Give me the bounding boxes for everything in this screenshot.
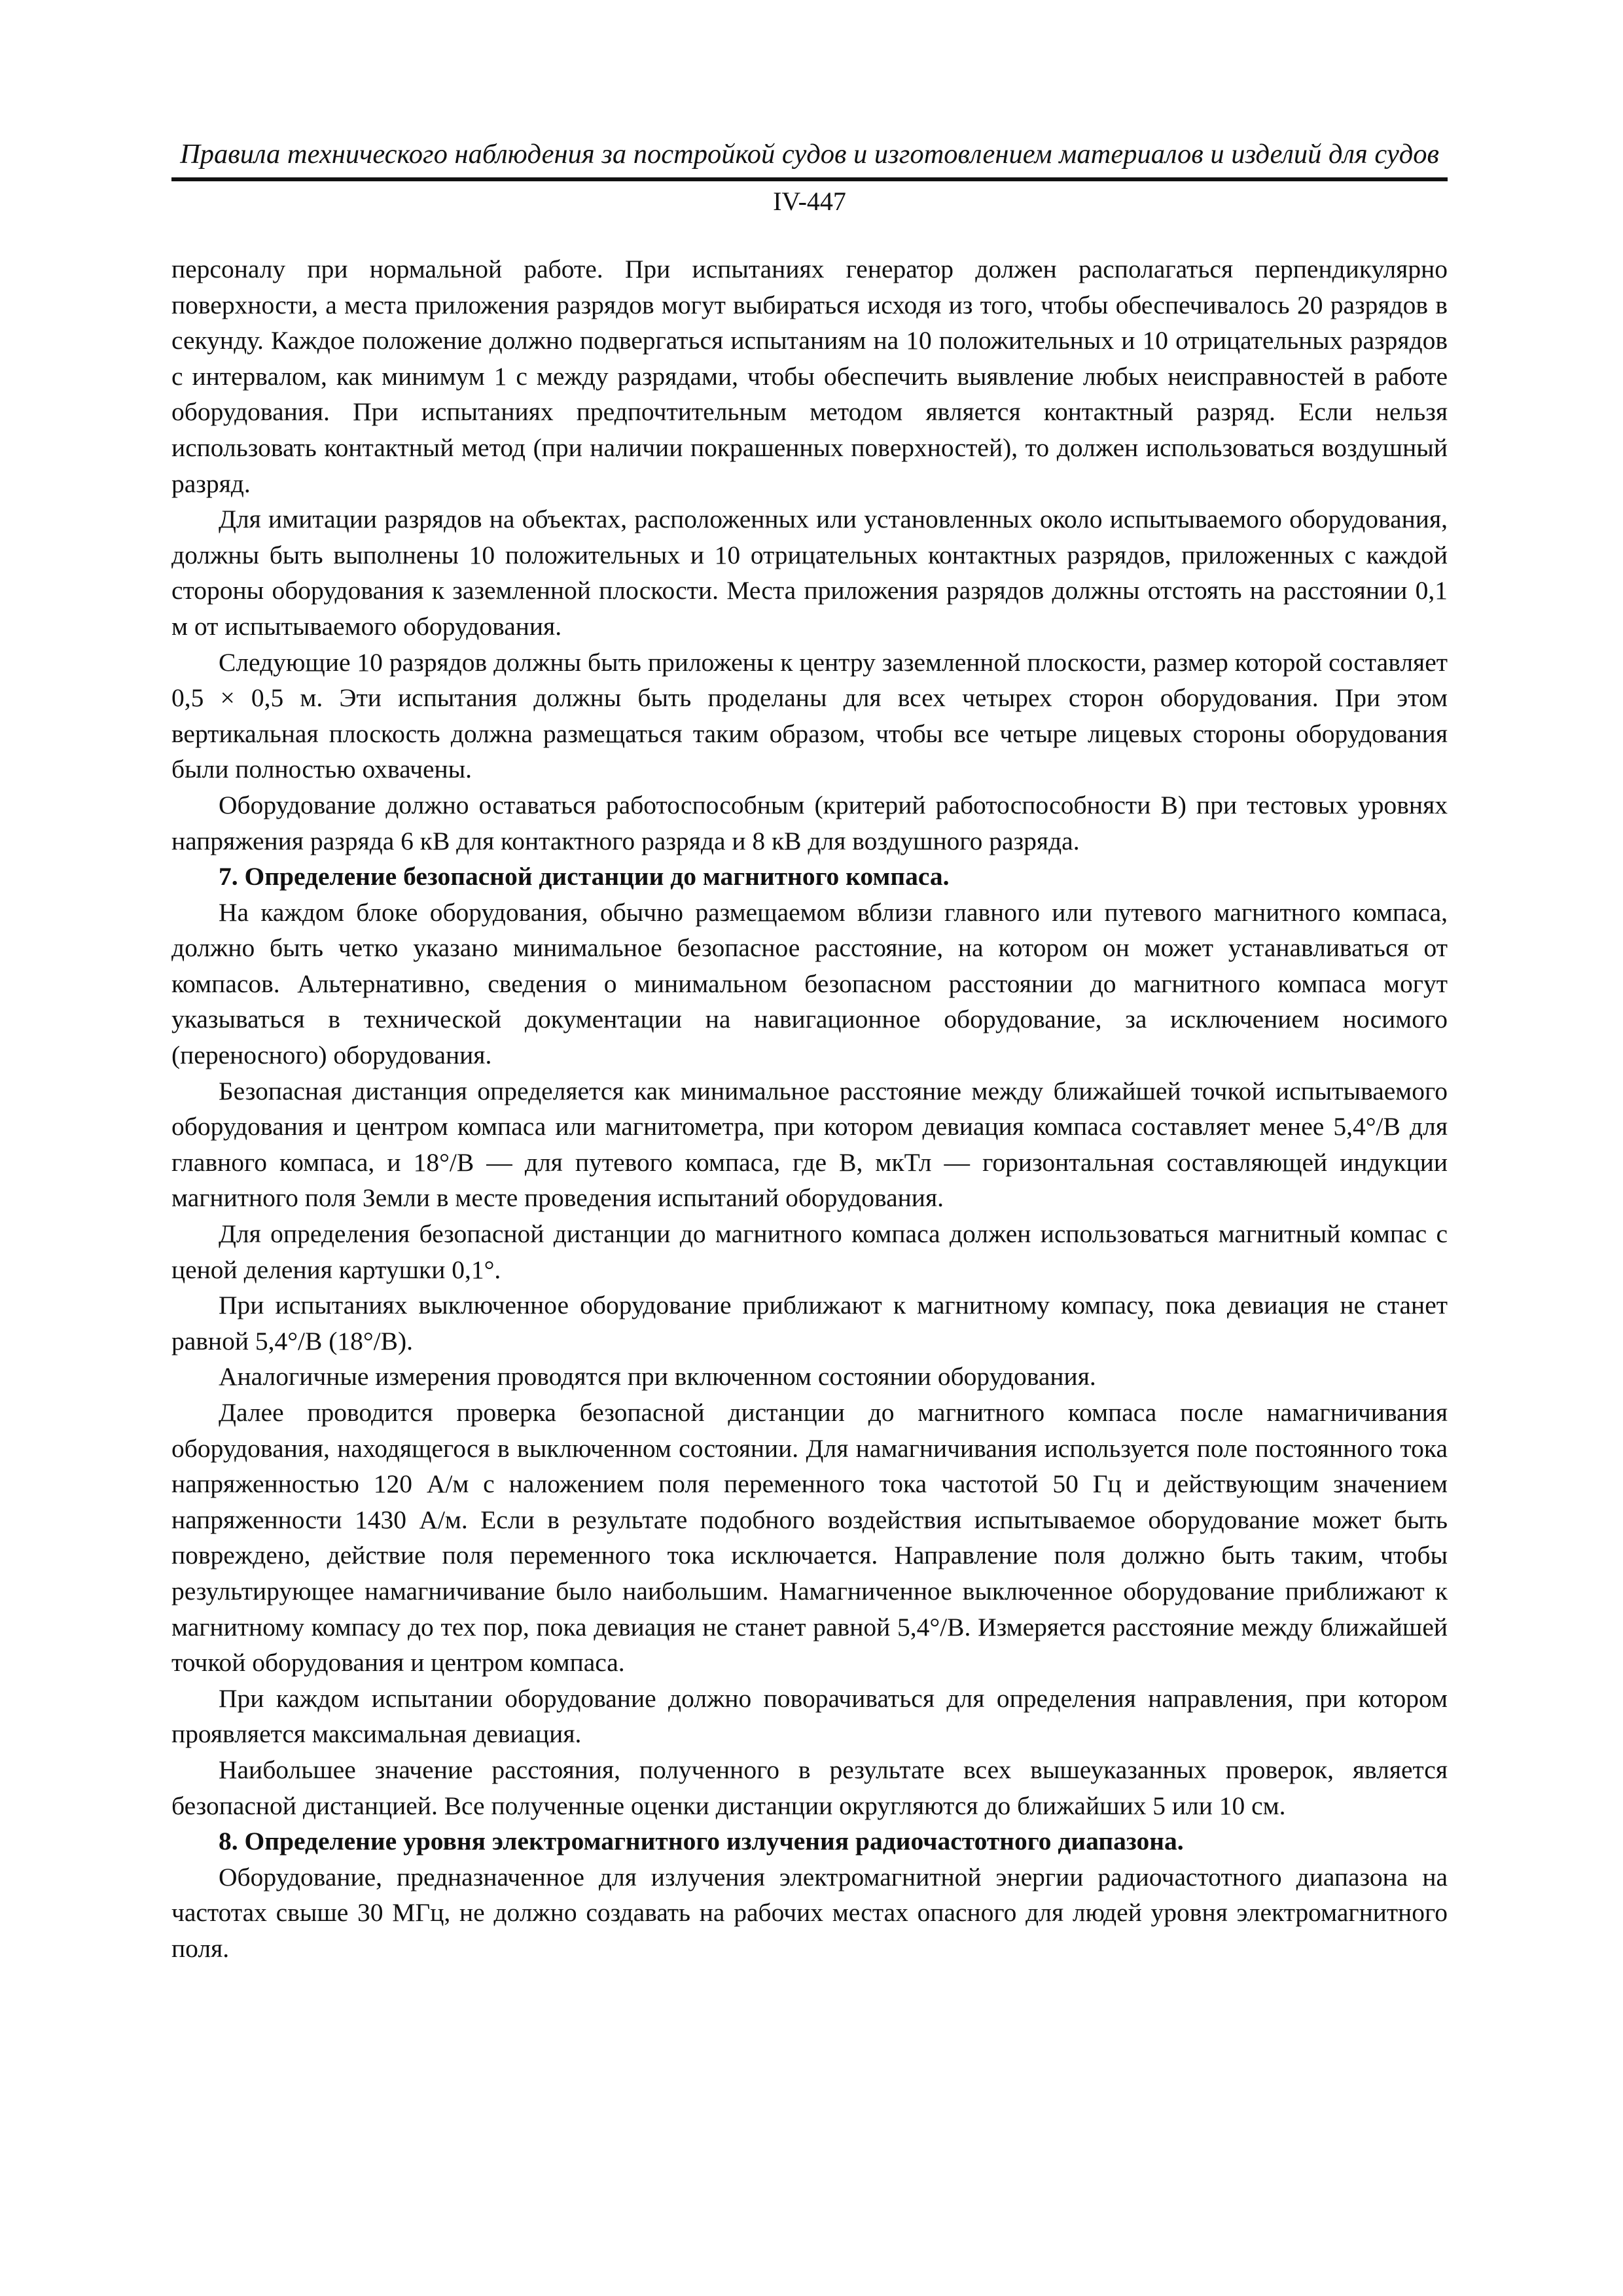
paragraph: Аналогичные измерения проводятся при включенном состоянии оборудования. <box>219 1362 1096 1391</box>
paragraph: Далее проводится проверка безопасной дистанции до магнитного компаса после намагничивания оборудования, находящегося в выключенном состоянии. Для намагничивания используется поле постоянного тока напряженностью 120 А/м с наложением поля переменного тока частотой 50 Гц и действующим значением напряженности 1430 А/м. Если в результате подобного воздействия испытываемое оборудование может быть повреждено, действие поля переменного тока исключается. Направление поля должно быть таким, чтобы результирующее намагничивание было наибольшим. Намагниченное выключенное оборудование приближают к магнитному компасу до тех пор, пока девиация не станет равной 5,4°/B. Измеряется расстояние между ближайшей точкой оборудования и центром компаса. <box>171 1398 1448 1677</box>
running-title: Правила технического наблюдения за постройкой судов и изготовлением материалов и изделий для судов <box>180 139 1439 170</box>
section-heading-8: 8. Определение уровня электромагнитного излучения радиочастотного диапазона. <box>219 1827 1184 1856</box>
paragraph: Оборудование, предназначенное для излучения электромагнитной энергии радиочастотного диапазона на частотах свыше 30 МГц, не должно создавать на рабочих местах опасного для людей уровня электромагнитного поля. <box>171 1862 1448 1963</box>
paragraph: Для имитации разрядов на объектах, расположенных или установленных около испытываемого оборудования, должны быть выполнены 10 положительных и 10 отрицательных контактных разрядов, приложенных с каждой стороны оборудования к заземленной плоскости. Места приложения разрядов должны отстоять на расстоянии 0,1 м от испытываемого оборудования. <box>171 505 1448 641</box>
section-heading-7: 7. Определение безопасной дистанции до магнитного компаса. <box>219 862 950 891</box>
paragraph: Следующие 10 разрядов должны быть приложены к центру заземленной плоскости, размер которой составляет 0,5 × 0,5 м. Эти испытания должны быть проделаны для всех четырех сторон оборудования. При этом вертикальная плоскость должна размещаться таким образом, чтобы все четыре лицевых стороны оборудования были полностью охвачены. <box>171 647 1448 784</box>
paragraph: На каждом блоке оборудования, обычно размещаемом вблизи главного или путевого магнитного компаса, должно быть четко указано минимальное безопасное расстояние, на котором он может устанавливаться от компасов. Альтернативно, сведения о минимальном безопасном расстоянии до магнитного компаса могут указываться в технической документации на навигационное оборудование, за исключением носимого (переносного) оборудования. <box>171 897 1448 1070</box>
paragraph: Безопасная дистанция определяется как минимальное расстояние между ближайшей точкой испытываемого оборудования и центром компаса или магнитометра, при котором девиация компаса составляет менее 5,4°/B для главного компаса, и 18°/B — для путевого компаса, где B, мкТл — горизонтальная составляющей индукции магнитного поля Земли в месте проведения испытаний оборудования. <box>171 1076 1448 1213</box>
paragraph: При каждом испытании оборудование должно поворачиваться для определения направления, при котором проявляется максимальная девиация. <box>171 1683 1448 1749</box>
paragraph: Для определения безопасной дистанции до магнитного компаса должен использоваться магнитный компас с ценой деления картушки 0,1°. <box>171 1219 1448 1284</box>
document-body <box>171 251 1448 1967</box>
paragraph: Оборудование должно оставаться работоспособным (критерий работоспособности В) при тестовых уровнях напряжения разряда 6 кВ для контактного разряда и 8 кВ для воздушного разряда. <box>171 790 1448 855</box>
header-rule <box>171 177 1448 181</box>
page-number: IV-447 <box>773 187 846 216</box>
paragraph-continued: персоналу при нормальной работе. При испытаниях генератор должен располагаться перпендикулярно поверхности, а места приложения разрядов могут выбираться исходя из того, чтобы обеспечивалось 20 разрядов в секунду. Каждое положение должно подвергаться испытаниям на 10 положительных и 10 отрицательных разрядов с интервалом, как минимум 1 с между разрядами, чтобы обеспечить выявление любых неисправностей в работе оборудования. При испытаниях предпочтительным методом является контактный разряд. Если нельзя использовать контактный метод (при наличии покрашенных поверхностей), то должен использоваться воздушный разряд. <box>171 255 1448 498</box>
paragraph: При испытаниях выключенное оборудование приближают к магнитному компасу, пока девиация не станет равной 5,4°/B (18°/B). <box>171 1291 1448 1355</box>
paragraph: Наибольшее значение расстояния, полученного в результате всех вышеуказанных проверок, является безопасной дистанцией. Все полученные оценки дистанции округляются до ближайших 5 или 10 см. <box>171 1755 1448 1820</box>
